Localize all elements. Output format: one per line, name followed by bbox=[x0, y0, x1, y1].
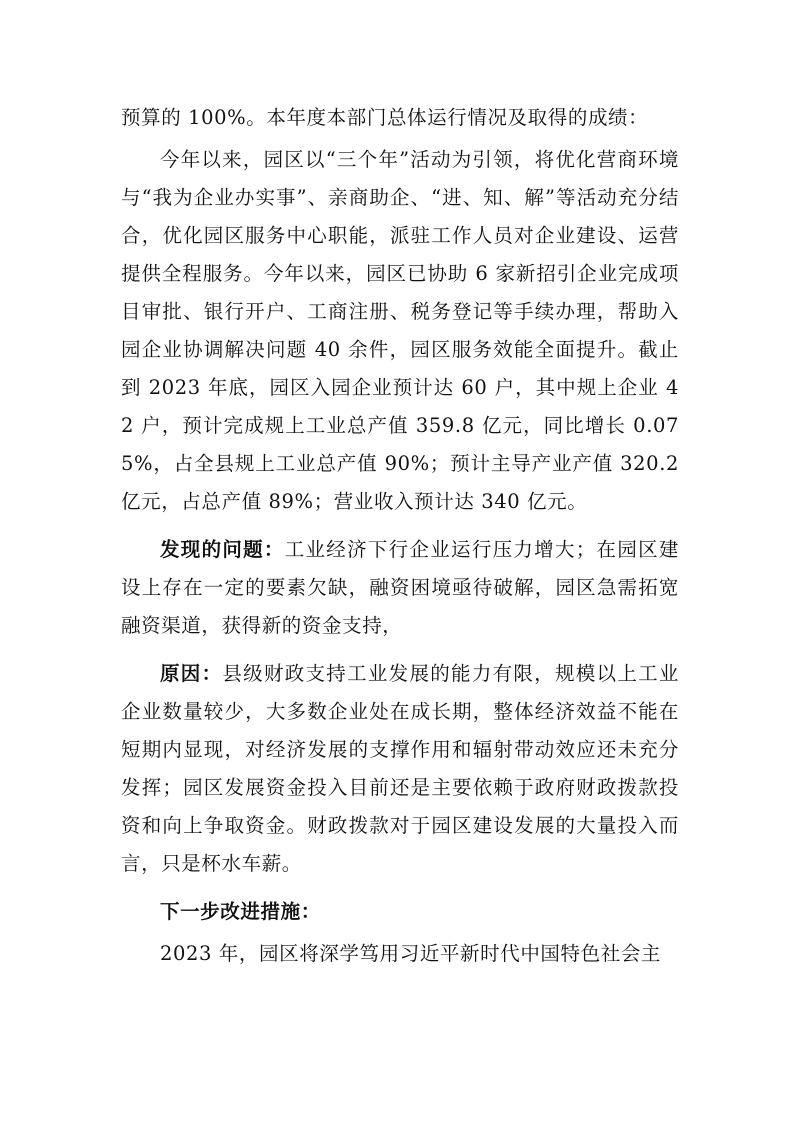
paragraph-next-steps: 2023 年，园区将深学笃用习近平新时代中国特色社会主 bbox=[160, 942, 662, 965]
paragraph-budget-summary: 预算的 100%。本年度本部门总体运行情况及取得的成绩： bbox=[121, 106, 649, 129]
reasons-text: 县级财政支持工业发展的能力有限，规模以上工业企业数量较少，大多数企业处在成长期，整体经济效益不能在短期内显现，对经济发展的支撑作用和辐射带动效应还未充分发挥；园区发展资金投入目前还是主要依赖于政府财政拨款投资和向上争取资金。财政拨款对于园区建设发展的大量投入而言，只是杯水车薪。 bbox=[121, 662, 679, 875]
reasons-label: 原因： bbox=[160, 662, 223, 685]
problems-text: 工业经济下行企业运行压力增大；在园区建设上存在一定的要素欠缺，融资困境亟待破解，园区急需拓宽融资渠道，获得新的资金支持， bbox=[121, 538, 679, 637]
document-page bbox=[121, 99, 679, 973]
paragraph-problems bbox=[121, 531, 679, 645]
paragraph-achievements: 今年以来，园区以“三个年”活动为引领，将优化营商环境与“我为企业办实事”、亲商助企、“进、知、解”等活动充分结合，优化园区服务中心职能，派驻工作人员对企业建设、运营提供全程服务。今年以来，园区已协助 6 家新招引企业完成项目审批、银行开户、工商注册、税务登记等手续办理，帮助入园企业协调解决问题 40 余件，园区服务效能全面提升。截止到 2023 年底，园区入园企业预计达 60 户，其中规上企业 42 户，预计完成规上工业总产值 359.8 亿元，同比增长 0.075%，占全县规上工业总产值 90%；预计主导产业产值 320.2 亿元，占总产值 89%；营业收入预计达 340 亿元。 bbox=[121, 148, 679, 513]
problems-label: 发现的问题： bbox=[160, 538, 285, 561]
next-steps-heading: 下一步改进措施： bbox=[160, 900, 321, 923]
paragraph-reasons bbox=[121, 655, 679, 883]
